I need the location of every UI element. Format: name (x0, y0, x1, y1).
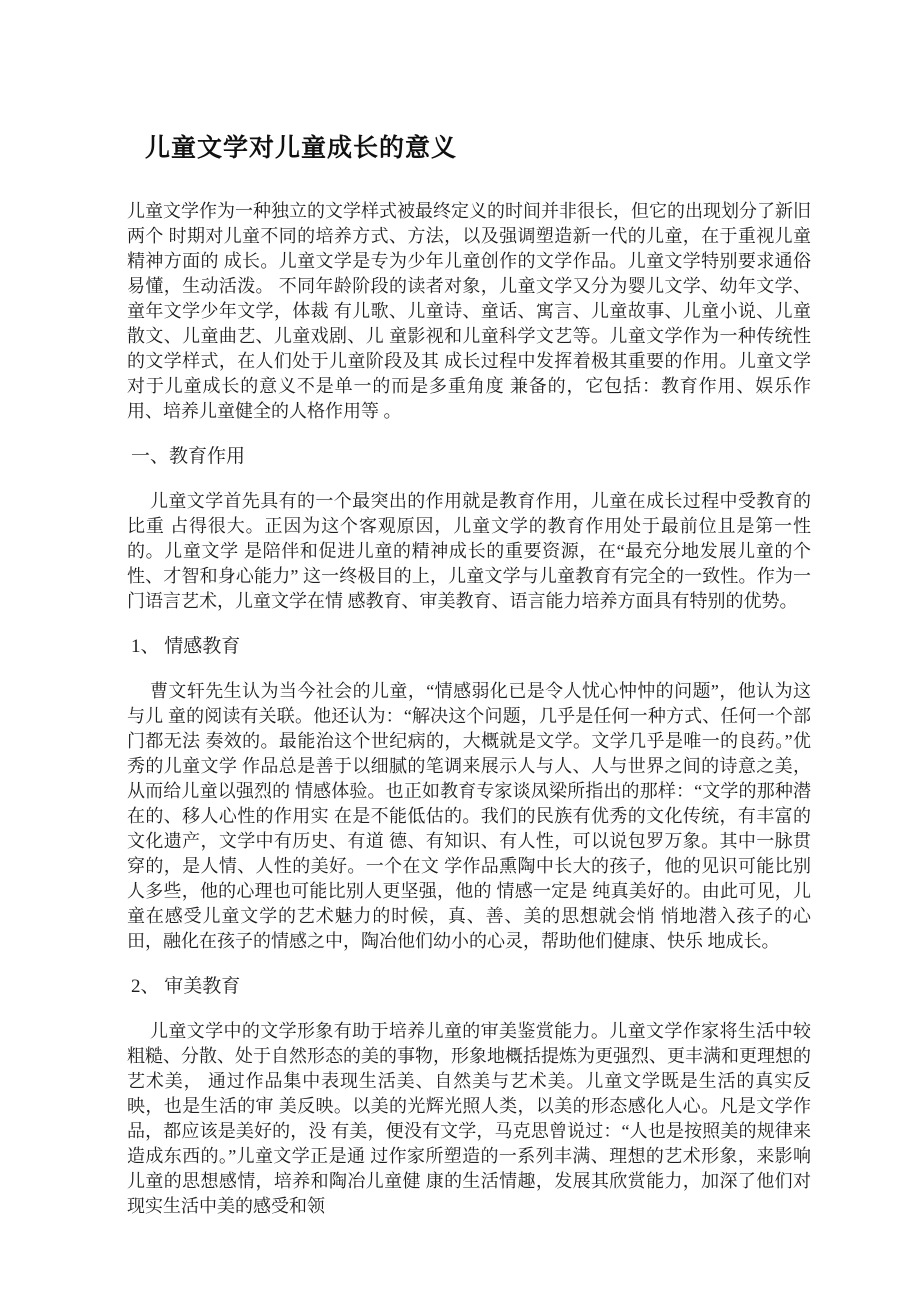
section-aesthetic-paragraph: 儿童文学中的文学形象有助于培养儿童的审美鉴赏能力。儿童文学作家将生活中较粗糙、分散、处于自然形态的美的事物，形象地概括提炼为更强烈、更丰满和更理想的艺术美， 通过作品集中表现生活美、自然美与艺术美。儿童文学既是生活的真实反映，也是生活的审 美反映。以美的光辉光照人类，以美的形态感化人心。凡是文学作品，都应该是美好的，没 有美，便没有文学，马克思曾说过：“人也是按照美的规律来造成东西的。”儿童文学正是通 过作家所塑造的一系列丰满、理想的艺术形象，来影响儿童的思想感情，培养和陶冶儿童健 康的生活情趣，发展其欣赏能力，加深了他们对现实生活中美的感受和领 (127, 1021, 811, 1216)
intro-paragraph: 儿童文学作为一种独立的文学样式被最终定义的时间并非很长，但它的出现划分了新旧两个 时期对儿童不同的培养方式、方法，以及强调塑造新一代的儿童，在于重视儿童精神方面的 成长。儿童文学是专为少年儿童创作的文学作品。儿童文学特别要求通俗易懂，生动活泼。 不同年龄阶段的读者对象，儿童文学又分为婴儿文学、幼年文学、童年文学少年文学，体裁 有儿歌、儿童诗、童话、寓言、儿童故事、儿童小说、儿童散文、儿童曲艺、儿童戏剧、儿 童影视和儿童科学文艺等。儿童文学作为一种传统性的文学样式，在人们处于儿童阶段及其 成长过程中发挥着极其重要的作用。儿童文学对于儿童成长的意义不是单一的而是多重角度 兼备的，它包括：教育作用、娱乐作用、培养儿童健全的人格作用等 。 (127, 201, 811, 421)
section-emotion-paragraph: 曹文轩先生认为当今社会的儿童，“情感弱化已是令人忧心忡忡的问题”，他认为这与儿 童的阅读有关联。他还认为：“解决这个问题，几乎是任何一种方式、任何一个部门都无法 奏效的。最能治这个世纪病的，大概就是文学。文学几乎是唯一的良药。”优秀的儿童文学 作品总是善于以细腻的笔调来展示人与人、人与世界之间的诗意之美，从而给儿童以强烈的 情感体验。也正如教育专家谈凤梁所指出的那样：“文学的那种潜在的、移人心性的作用实 在是不能低估的。我们的民族有优秀的文化传统，有丰富的文化遗产，文学中有历史、有道 德、有知识、有人性，可以说包罗万象。其中一脉贯穿的，是人情、人性的美好。一个在文 学作品熏陶中长大的孩子，他的见识可能比别人多些，他的心理也可能比别人更坚强，他的 情感一定是 纯真美好的。由此可见，儿童在感受儿童文学的艺术魅力的时候，真、善、美的思想就会悄 悄地潜入孩子的心田，融化在孩子的情感之中，陶冶他们幼小的心灵，帮助他们健康、快乐 地成长。 (127, 681, 811, 951)
section-heading-emotion: 1、 情感教育 (131, 636, 241, 657)
section-heading-education: 一、教育作用 (131, 446, 246, 467)
document-title: 儿童文学对儿童成长的意义 (145, 134, 458, 162)
section-heading-aesthetic: 2、 审美教育 (131, 976, 241, 997)
section-education-paragraph: 儿童文学首先具有的一个最突出的作用就是教育作用，儿童在成长过程中受教育的比重 占得很大。正因为这个客观原因，儿童文学的教育作用处于最前位且是第一性的。儿童文学 是陪伴和促进儿童的精神成长的重要资源，在“最充分地发展儿童的个性、才智和身心能力” 这一终极目的上，儿童文学与儿童教育有完全的一致性。作为一门语言艺术，儿童文学在情 感教育、审美教育、语言能力培养方面具有特别的优势。 (127, 491, 811, 611)
